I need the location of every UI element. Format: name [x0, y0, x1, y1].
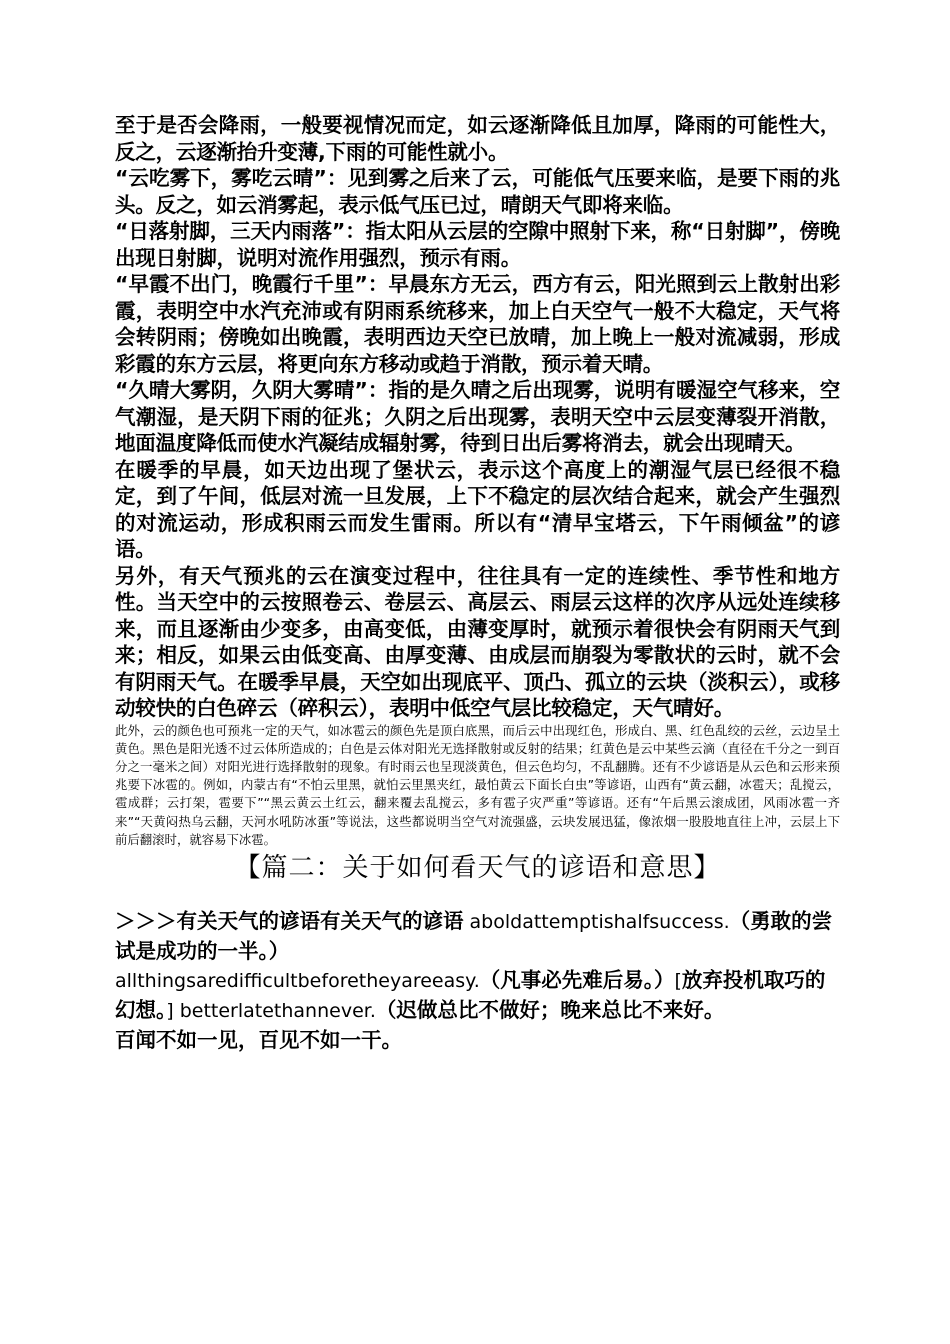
document-page [115, 112, 840, 1055]
proverb-last: 百闻不如一见，百见不如一干。 [115, 1027, 402, 1052]
paragraph-castellanus: 在暖季的早晨，如天边出现了堡状云，表示这个高度上的潮湿气层已经很不稳定，到了午间，低层对流一旦发展，上下不稳定的层次结合起来，就会产生强烈的对流运动，形成积雨云而发生雷雨。所以有“清早宝塔云，下午雨倾盆”的谚语。 [115, 457, 840, 561]
paragraph-cloud-color-hail: 此外，云的颜色也可预兆一定的天气，如冰雹云的颜色先是顶白底黑，而后云中出现红色，形成白、黑、红色乱绞的云丝，云边呈土黄色。黑色是阳光透不过云体所造成的；白色是云体对阳光无选择散射或反射的结果；红黄色是云中某些云滴（直径在千分之一到百分之一毫米之间）对阳光进行选择散射的现象。有时雨云也呈现淡黄色，但云色均匀，不乱翻腾。还有不少谚语是从云色和云形来预兆要下冰雹的。例如，内蒙古有“不怕云里黑，就怕云里黑夹红，最怕黄云下面长白虫”等谚语，山西有“黄云翻，冰雹天；乱搅云，雹成群；云打架，雹要下”“黑云黄云土红云，翻来覆去乱搅云，多有雹子灾严重”等谚语。还有“午后黑云滚成团，风雨冰雹一齐来”“天黄闷热乌云翻，天河水吼防冰蛋”等说法，这些都说明当空气对流强盛，云块发展迅猛，像浓烟一股股地直往上冲，云层上下前后翻滚时，就容易下冰雹。 [115, 722, 840, 847]
paragraph-rosy-clouds: “早霞不出门，晚霞行千里”：早晨东方无云，西方有云，阳光照到云上散射出彩霞，表明空中水汽充沛或有阴雨系统移来，加上白天空气一般不大稳定，天气将会转阴雨；傍晚如出晚霞，表明西边天空已放晴，加上晚上一般对流减弱，形成彩霞的东方云层，将更向东方移动或趋于消散，预示着天晴。 [115, 272, 840, 376]
paragraph-long-sunny-fog: “久晴大雾阴，久阴大雾晴”：指的是久晴之后出现雾，说明有暖湿空气移来，空气潮湿，是天阴下雨的征兆；久阴之后出现雾，表明天空中云层变薄裂开消散，地面温度降低而使水汽凝结成辐射雾，待到日出后雾将消去，就会出现晴天。 [115, 378, 840, 455]
paragraph-sunset-rays: “日落射脚，三天内雨落”：指太阳从云层的空隙中照射下来，称“日射脚”，傍晚出现日射脚，说明对流作用强烈，预示有雨。 [115, 219, 840, 270]
proverb-zh-4: （迟做总比不做好；晚来总比不来好。 [375, 997, 725, 1022]
bracket-close: ] [166, 999, 180, 1022]
paragraph-rain-judgement: 至于是否会降雨，一般要视情况而定，如云逐渐降低且加厚，降雨的可能性大，反之，云逐渐抬升变薄,下雨的可能性就小。 [115, 113, 840, 164]
paragraph-cloud-fog: “云吃雾下，雾吃云晴”：见到雾之后来了云，可能低气压要来临，是要下雨的兆头。反之，如云消雾起，表示低气压已过，晴朗天气即将来临。 [115, 166, 840, 217]
paragraph-cloud-sequence: 另外，有天气预兆的云在演变过程中，往往具有一定的连续性、季节性和地方性。当天空中的云按照卷云、卷层云、高层云、雨层云这样的次序从远处连续移来，而且逐渐由少变多，由高变低，由薄变厚时，就预示着很快会有阴雨天气到来；相反，如果云由低变高、由厚变薄、由成层而崩裂为零散状的云时，就不会有阴雨天气。在暖季早晨，天空如出现底平、顶凸、孤立的云块（淡积云），或移动较快的白色碎云（碎积云），表明中低空气层比较稳定，天气晴好。 [115, 563, 840, 720]
proverb-en-1: aboldattemptishalfsuccess. [463, 910, 730, 933]
proverb-en-2: allthingsaredifficultbeforetheyareeasy. [115, 969, 480, 992]
proverbs-lead: ＞＞＞有关天气的谚语有关天气的谚语 [115, 908, 464, 933]
bracket-open: [ [674, 969, 682, 992]
proverb-zh-3: 放弃投机取巧的幻想。 [115, 967, 826, 1022]
proverb-zh-2: （凡事必先难后易。） [479, 967, 675, 992]
section-heading: 【篇二：关于如何看天气的谚语和意思】 [234, 852, 721, 883]
proverb-en-3: betterlatethannever. [179, 999, 376, 1022]
proverb-zh-1: （勇敢的尝试是成功的一半。） [115, 908, 833, 963]
proverbs-block [115, 907, 840, 1055]
